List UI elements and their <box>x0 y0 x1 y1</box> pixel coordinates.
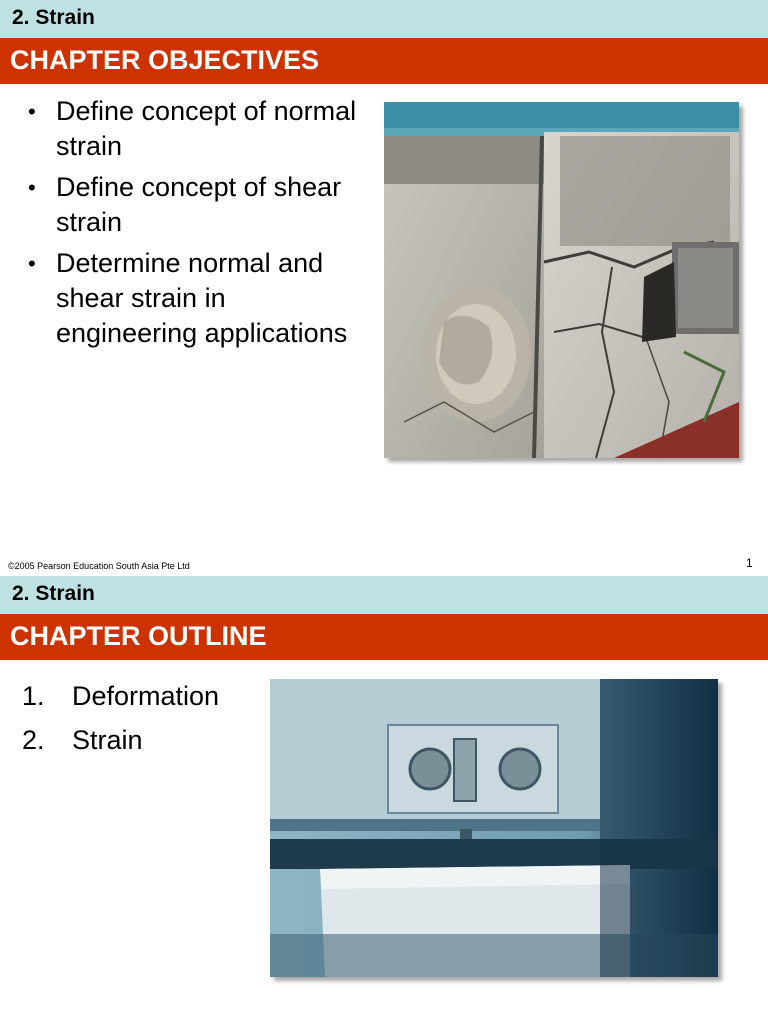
chapter-label: 2. Strain <box>12 582 95 605</box>
cracked-concrete-photo <box>384 102 739 458</box>
footer-copyright: ©2005 Pearson Education South Asia Pte Ltd <box>8 561 190 571</box>
slide-header-band <box>0 0 768 38</box>
objective-item: • Define concept of shear strain <box>28 172 342 237</box>
chapter-label: 2. Strain <box>12 6 95 29</box>
bullet-icon: • <box>28 99 36 124</box>
objective-item: • Determine normal and shear strain in engineering applications <box>28 248 348 348</box>
slide-title: CHAPTER OUTLINE <box>10 621 267 651</box>
objectives-list <box>28 94 358 357</box>
bullet-icon: • <box>28 175 36 200</box>
slide-title-band <box>0 614 768 660</box>
objective-item: • Define concept of normal strain <box>28 96 357 161</box>
slide-title-band <box>0 38 768 84</box>
outline-item: 2. Strain <box>22 725 143 755</box>
slide-title: CHAPTER OBJECTIVES <box>10 45 320 75</box>
bullet-icon: • <box>28 251 36 276</box>
slide-2 <box>0 576 768 1024</box>
slide-header-band <box>0 576 768 614</box>
outline-item: 1. Deformation <box>22 681 220 711</box>
page-number: 1 <box>746 556 753 570</box>
bridge-bearing-photo <box>270 679 718 977</box>
outline-list <box>22 674 219 762</box>
